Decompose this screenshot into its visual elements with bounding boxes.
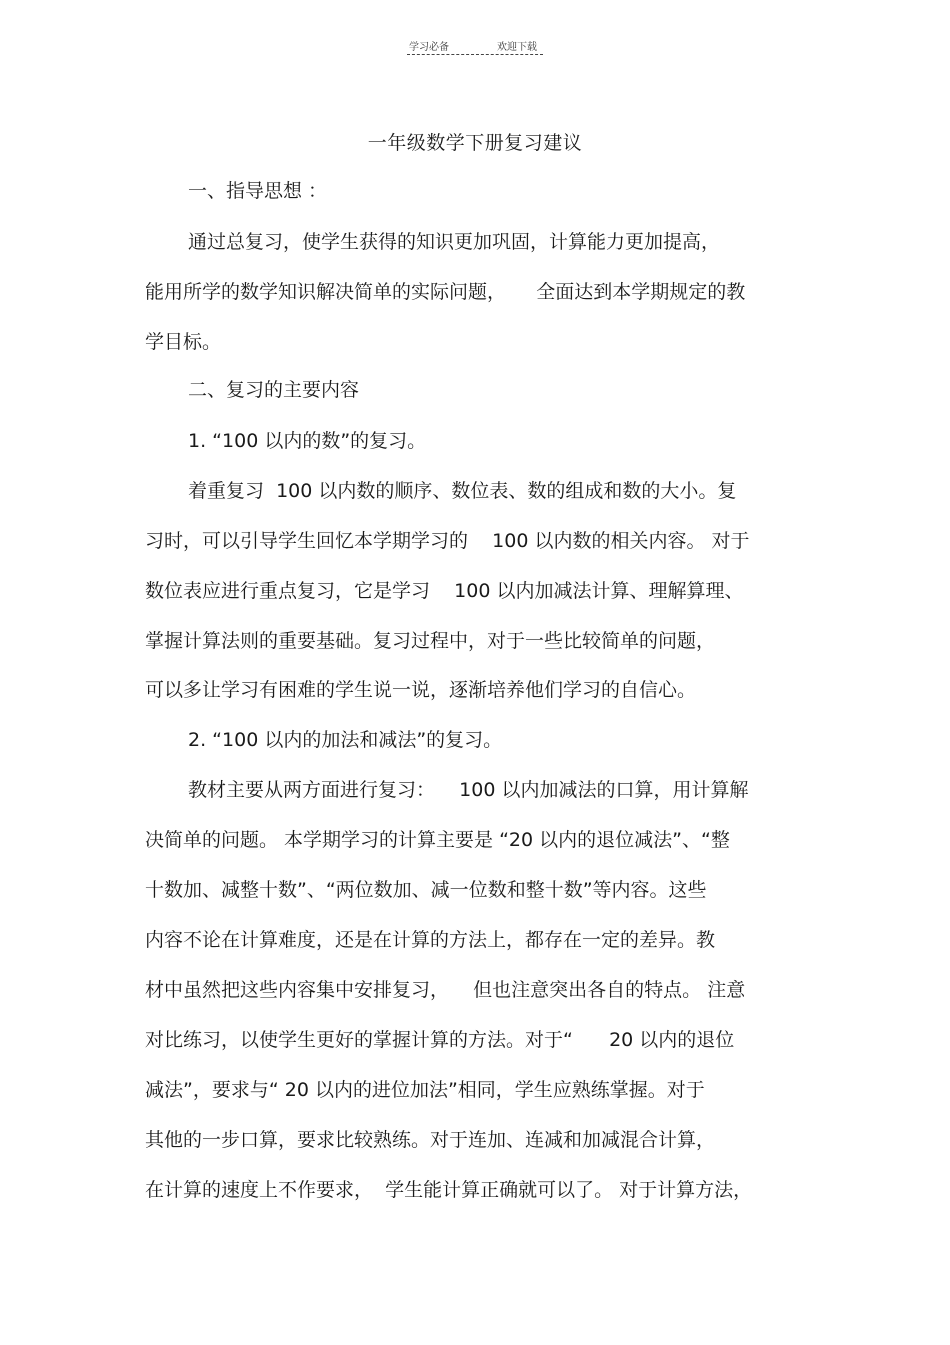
paragraph-line: 其他的一步口算，要求比较熟练。对于连加、连减和加减混合计算， — [145, 1129, 716, 1151]
paragraph-line: 十数加、减整十数”、“两位数加、减一位数和整十数”等内容。这些 — [145, 879, 707, 901]
subsection-heading: 2. “100 以内的加法和减法”的复习。 — [188, 729, 503, 751]
paragraph-line: 决简单的问题。 本学期学习的计算主要是 “20 以内的退位减法”、“整 — [145, 829, 730, 851]
paragraph-line: 在计算的速度上不作要求， 学生能计算正确就可以了。 对于计算方法， — [145, 1179, 753, 1201]
paragraph-line: 教材主要从两方面进行复习： 100 以内加减法的口算，用计算解 — [188, 779, 749, 801]
header-dashed-rule — [407, 54, 543, 55]
subsection-heading: 1. “100 以内的数”的复习。 — [188, 430, 427, 452]
paragraph-line: 内容不论在计算难度，还是在计算的方法上，都存在一定的差异。教 — [145, 929, 716, 951]
paragraph-line: 可以多让学习有困难的学生说一说，逐渐培养他们学习的自信心。 — [145, 679, 697, 701]
paragraph-line: 着重复习 100 以内数的顺序、数位表、数的组成和数的大小。复 — [188, 480, 737, 502]
header-right-text: 欢迎下载 — [497, 42, 537, 53]
paragraph-line: 数位表应进行重点复习，它是学习 100 以内加减法计算、理解算理、 — [145, 580, 744, 602]
paragraph-line: 习时，可以引导学生回忆本学期学习的 100 以内数的相关内容。 对于 — [145, 530, 750, 552]
paragraph-line: 减法”，要求与“ 20 以内的进位加法”相同，学生应熟练掌握。对于 — [145, 1079, 705, 1101]
page-header — [407, 38, 543, 58]
document-title: 一年级数学下册复习建议 — [367, 132, 583, 154]
header-left-text: 学习必备 — [409, 42, 449, 53]
section-heading: 二、复习的主要内容 — [188, 379, 360, 401]
paragraph-line: 学目标。 — [145, 331, 222, 353]
paragraph-line: 材中虽然把这些内容集中安排复习， 但也注意突出各自的特点。 注意 — [145, 979, 746, 1001]
paragraph-line: 能用所学的数学知识解决简单的实际问题， 全面达到本学期规定的教 — [145, 281, 746, 303]
section-heading: 一、指导思想 ： — [188, 180, 328, 202]
paragraph-line: 掌握计算法则的重要基础。复习过程中，对于一些比较简单的问题， — [145, 630, 716, 652]
paragraph-line: 通过总复习，使学生获得的知识更加巩固，计算能力更加提高， — [188, 231, 721, 253]
paragraph-line: 对比练习，以使学生更好的掌握计算的方法。对于“ 20 以内的退位 — [145, 1029, 735, 1051]
